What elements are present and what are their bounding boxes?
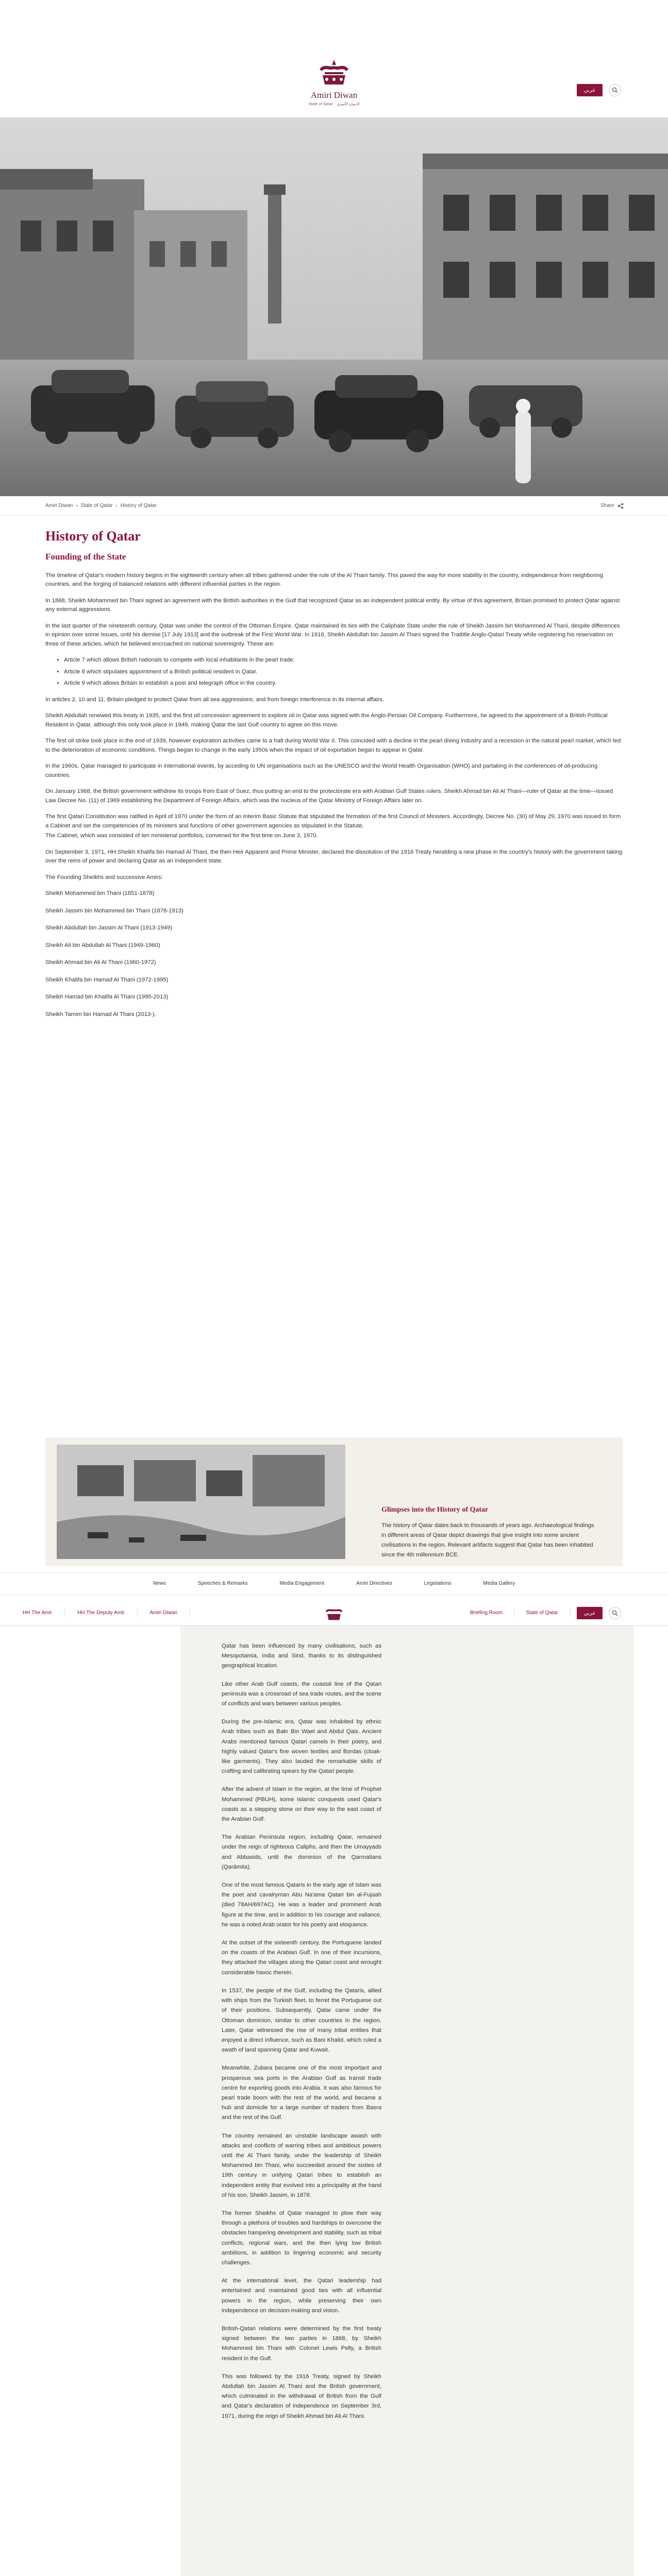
paragraph: At the international level, the Qatari leadership had entertained and maintained good ties with all influential powers in the region, while preserving their own independence on decision-making and vision.	[222, 2278, 381, 2314]
list-item: Sheikh Mohammed bin Thani (1851-1878)	[45, 890, 155, 897]
list-item: Sheikh Ahmad bin Ali Al Thani (1960-1972)	[45, 959, 156, 966]
paragraph: On January 1968, the British government withdrew its troops from East of Suez, thus putting an end to the protectorate era with Arabian Gulf States rulers. Sheikh Ahmad bin Ali Al Thani—ruler of Qatar at the time—issued Law Decree No. (11) of 1969 establishing the Department of Foreign Affairs, which was the nucleus of the Qatar Ministry of Foreign Affairs later on.	[45, 788, 613, 804]
share-button[interactable]	[600, 502, 624, 510]
paragraph: Meanwhile, Zubara became one of the most important and prosperous sea ports in the Arabian Gulf as transit trade centre for exporting goods into Arabia. It was also famous for pearl trade boom with the rest of the world, and became a hub and domicile for a large number of traders from Basra and the rest of the Gulf.	[222, 2065, 381, 2121]
search-button[interactable]	[609, 1607, 621, 1619]
chevron-right-icon: ›	[76, 502, 78, 508]
list-item: Sheikh Jassim bin Mohammed bin Thani (1878-1913)	[45, 907, 183, 914]
hero-image	[0, 117, 668, 496]
paragraph: During the pre-Islamic era, Qatar was inhabited by ethnic Arab tribes such as Bakr Bin Wael and Abdul Qais. Ancient Arabs mentioned famous Qatari camels in their poetry, and highly valued Qatar's fine woven textiles and Bordas (cloak-like garments). They also lauded the remarkable skills of crafting and calibrating spears by the Qatari people.	[222, 1719, 381, 1775]
logo-title: Amiri Diwan	[310, 90, 358, 100]
chevron-right-icon: ›	[115, 502, 118, 508]
rulers-list	[45, 889, 623, 1019]
share-icon	[617, 503, 624, 509]
search-icon	[612, 1610, 618, 1616]
language-switch-button[interactable]: عربي	[577, 84, 603, 96]
emblem-icon	[309, 58, 359, 88]
list-item: Sheikh Ali bin Abdullah Al Thani (1949-1960)	[45, 942, 160, 948]
glimpses-section	[45, 1437, 623, 1566]
paragraph: In the 1960s, Qatar managed to participate in international events, by acceding to UN organisations such as the UNESCO and the World Health Organisation (WHO) and partaking in the conferences of oil-producing countries.	[45, 763, 598, 778]
paragraph: The Cabinet, which was consisted of ten ministerial portfolios, convened for the first time on June 3, 1970.	[45, 833, 318, 839]
paragraph: Sheikh Abdullah renewed this treaty in 1935, and the first oil concession agreement to explore oil in Qatar was signed with the Anglo-Persian Oil Company. Furthermore, he agreed to the appointment of a British Political Resident in Qatar, although this only took place in 1949, making Qatar the last Gulf country to agree on this move.	[45, 713, 608, 728]
nav-item-amiri-diwan[interactable]: Amiri Diwan	[138, 1609, 190, 1617]
paragraph: The first oil strike took place in the end of 1939, however exploration activities came to a halt during World War II. This coincided with a decline in the pearl diving industry and a recession in the natural pearl market, which led to the deterioration of economic conditions. Things began to change in the early 1950s when the impact of oil exportation began to appear in Qatar.	[45, 738, 621, 753]
footer-nav	[0, 1572, 668, 1595]
search-button[interactable]	[609, 84, 621, 96]
main-content	[45, 528, 623, 1027]
page-title: History of Qatar	[45, 529, 141, 544]
sticky-nav-right	[459, 1609, 570, 1617]
footer-item-media-engagement[interactable]: Media Engagement	[279, 1581, 325, 1586]
search-icon	[612, 87, 618, 93]
footer-item-news[interactable]: News	[153, 1581, 166, 1586]
list-item: • Article 9 which allows Britain to establish a post and telegraph office in the country.	[64, 679, 623, 688]
paragraph: After the advent of Islam in the region, at the time of Prophet Mohammed (PBUH), some Islamic conquests used Qatar's coasts as a stepping stone on their way to the east coast of the Arabian Gulf.	[222, 1786, 381, 1823]
paragraph: On September 3, 1971, HH Sheikh Khalifa bin Hamad Al Thani, the then Heir Apparent and Prime Minister, declared the dissolution of the 1916 Treaty heralding a new phase in the country's history with the government taking over the reins of power and declaring Qatar as an independent state.	[45, 849, 623, 865]
nav-item-amir[interactable]: HH The Amir	[10, 1609, 65, 1617]
list-item: Sheikh Tamim bin Hamad Al Thani (2013-).	[45, 1011, 156, 1018]
footer-item-speeches[interactable]: Speeches & Remarks	[197, 1581, 248, 1586]
paragraph: In 1537, the people of the Gulf, including the Qataris, allied with ships from the Turkish fleet, to ferret the Portuguese out of their positions. Subsequently, Qatar came under the Ottoman dominion, similar to other countries in the region. Later, Qatar witnessed the rise of many tribal entities that enjoyed a direct influence, such as Bani Khalid, which ruled a swath of land spanning Qatar and Kuwait.	[222, 1987, 381, 2054]
breadcrumb-item-state[interactable]: State of Qatar	[80, 503, 113, 509]
section-title: Founding of the State	[45, 552, 126, 562]
treaty-articles-list	[64, 656, 623, 688]
glimpses-paragraph: The history of Qatar dates back to thousands of years ago. Archaeological findings in different areas of Qatar depict drawings that give insight into some ancient civilisations in the region. Relevant artifacts suggest that Qatar has been inhabited since the 4th millennium BCE.	[381, 1522, 594, 1558]
glimpses-title: Glimpses into the History of Qatar	[381, 1506, 489, 1514]
sticky-header	[0, 1600, 668, 1626]
paragraph: The timeline of Qatar's modern history begins in the eighteenth century when all tribes gathered under the rule of the Al Thani family. This paved the way for more stability in the country, independence from neighboring countries, and the forging of balanced relations with different influential parties in the region.	[45, 572, 604, 588]
paragraph: In 1868, Sheikh Mohammed bin Thani signed an agreement with the British authorities in the Gulf that recognized Qatar as an independent political entity. By virtue of this agreement, Britain promised to protect Qatar against any external aggressions.	[45, 597, 620, 613]
glimpses-text	[381, 1504, 598, 1561]
paragraph: The country remained an unstable landscape awash with attacks and conflicts of warring tribes and ambitious powers until the Al Thani family, under the leadership of Sheikh Mohammed bin Thani, who succeeded around the sixties of 19th century in unifying Qatari tribes to establish an independent entity that evolved into a principality at the hand of his son, Sheikh Jassim, in 1878.	[222, 2132, 381, 2198]
list-item: Sheikh Hamad bin Khalifa Al Thani (1995-2013)	[45, 994, 169, 1001]
paragraph: British-Qatari relations were determined by the first treaty signed between the two parties in 1868, by Sheikh Mohammed bin Thani with Colonel Lewis Pelly, a British resident in the Gulf.	[222, 2325, 381, 2362]
paragraph: In articles 2, 10 and 11, Britain pledged to protect Qatar from all sea aggressions, and from foreign interference in its internal affairs.	[45, 696, 385, 703]
paragraph: The Founding Sheikhs and successive Amirs:	[45, 874, 163, 880]
nav-item-briefing-room[interactable]: Briefing Room	[459, 1609, 514, 1617]
breadcrumb-item-current: History of Qatar	[120, 503, 157, 509]
paragraph: The first Qatari Constitution was ratified in April of 1970 under the form of an Interim Basic Statute that stipulated the formation of the first Council of Ministers. Accordingly, Decree No. (30) of May 29, 1970 was issued to form a Cabinet and set the competencies of its ministers and functions of other government agencies as stipulated in the Statute.	[45, 814, 621, 829]
article-column	[222, 1641, 381, 2430]
paragraph: This was followed by the 1916 Treaty, signed by Sheikh Abdullah bin Jassim Al Thani and the British government, which culminated in the withdrawal of British from the Gulf and Qatar's declaration of independence on September 3rd, 1971, during the reign of Sheikh Ahmad bin Ali Al Thani.	[222, 2373, 381, 2419]
paragraph: Like other Arab Gulf coasts, the coastal line of the Qatari peninsula was a crossroad of sea trade routes, and the scene of conflicts and wars between various peoples.	[222, 1681, 381, 1707]
emblem-icon[interactable]	[320, 1603, 348, 1623]
paragraph: One of the most famous Qataris in the early age of Islam was the poet and cavalryman Abu Na'ama Qatari bin al-Fujaah (died 78AH/697AC). He was a leader and prominent Arab figure at the time, and in addition to his courage and valiance, he was a noted Arab orator for his poetry and eloquence.	[222, 1882, 381, 1928]
breadcrumb-item-home[interactable]: Amiri Diwan	[45, 503, 73, 509]
footer-item-legislations[interactable]: Legislations	[424, 1581, 452, 1586]
footer-item-directives[interactable]: Amiri Directives	[356, 1581, 392, 1586]
paragraph: The Arabian Peninsula region, including Qatar, remained under the reign of righteous Caliphs, and then the Umayyads and Abbasids, until the dominion of the Qarmatians (Qarāmita).	[222, 1834, 381, 1870]
list-item: Sheikh Khalifa bin Hamad Al Thani (1972-1995)	[45, 976, 169, 983]
sticky-nav-left	[10, 1609, 190, 1617]
nav-item-state-of-qatar[interactable]: State of Qatar	[514, 1609, 570, 1617]
breadcrumb	[45, 502, 157, 510]
nav-item-deputy-amir[interactable]: HH The Deputy Amir	[65, 1609, 138, 1617]
share-label: Share	[600, 503, 614, 509]
article-panel	[180, 1626, 634, 2576]
language-switch-button[interactable]: عربي	[577, 1607, 603, 1619]
logo-subtitle: State of Qatar · الديوان الأميري	[308, 103, 360, 107]
aerial-photo	[57, 1445, 345, 1559]
site-header	[0, 0, 668, 117]
footer-item-media-gallery[interactable]: Media Gallery	[483, 1581, 515, 1586]
breadcrumb-bar	[0, 496, 668, 516]
paragraph: In the last quarter of the nineteenth century, Qatar was under the control of the Ottoman Empire. Qatar maintained its ties with the Caliphate State under the rule of Sheikh Jassim bin Mohammed Al Thani, despite differences in opinion over some issues, until his demise [17 July 1913] and the outbreak of the First World War. In 1916, Sheikh Abdullah bin Jassim Al Thani signed the Trattitle Anglo-Qatari Treaty while registering his reservation on three of these articles, which he believed encroached on national sovereignty. These are:	[45, 622, 620, 647]
list-item: • Article 8 which stipulates appointment of a British political resident in Qatar.	[64, 668, 623, 677]
paragraph: At the outset of the sixteenth century, the Portuguese landed on the coasts of the Arabian Gulf. In one of their incursions, they attacked the villages along the Qatari coast and wrought considerable havoc therein.	[222, 1940, 381, 1976]
paragraph: The former Sheikhs of Qatar managed to plow their way through a plethora of troubles and hardships to overcome the obstacles hampering development and stability, such as tribal conflicts, regional wars, and the then lying low British ambitions, in addition to lingering economic and security challenges.	[222, 2210, 381, 2266]
list-item: • Article 7 which allows British nationals to compete with local inhabitants in the pearl trade.	[64, 656, 623, 665]
site-logo[interactable]	[304, 58, 364, 108]
list-item: Sheikh Abdullah bin Jassim Al Thani (1913-1949)	[45, 925, 172, 931]
paragraph: Qatar has been influenced by many civilisations, such as Mesopotamia, India and Sind, thanks to its distinguished geographical location.	[222, 1643, 381, 1669]
